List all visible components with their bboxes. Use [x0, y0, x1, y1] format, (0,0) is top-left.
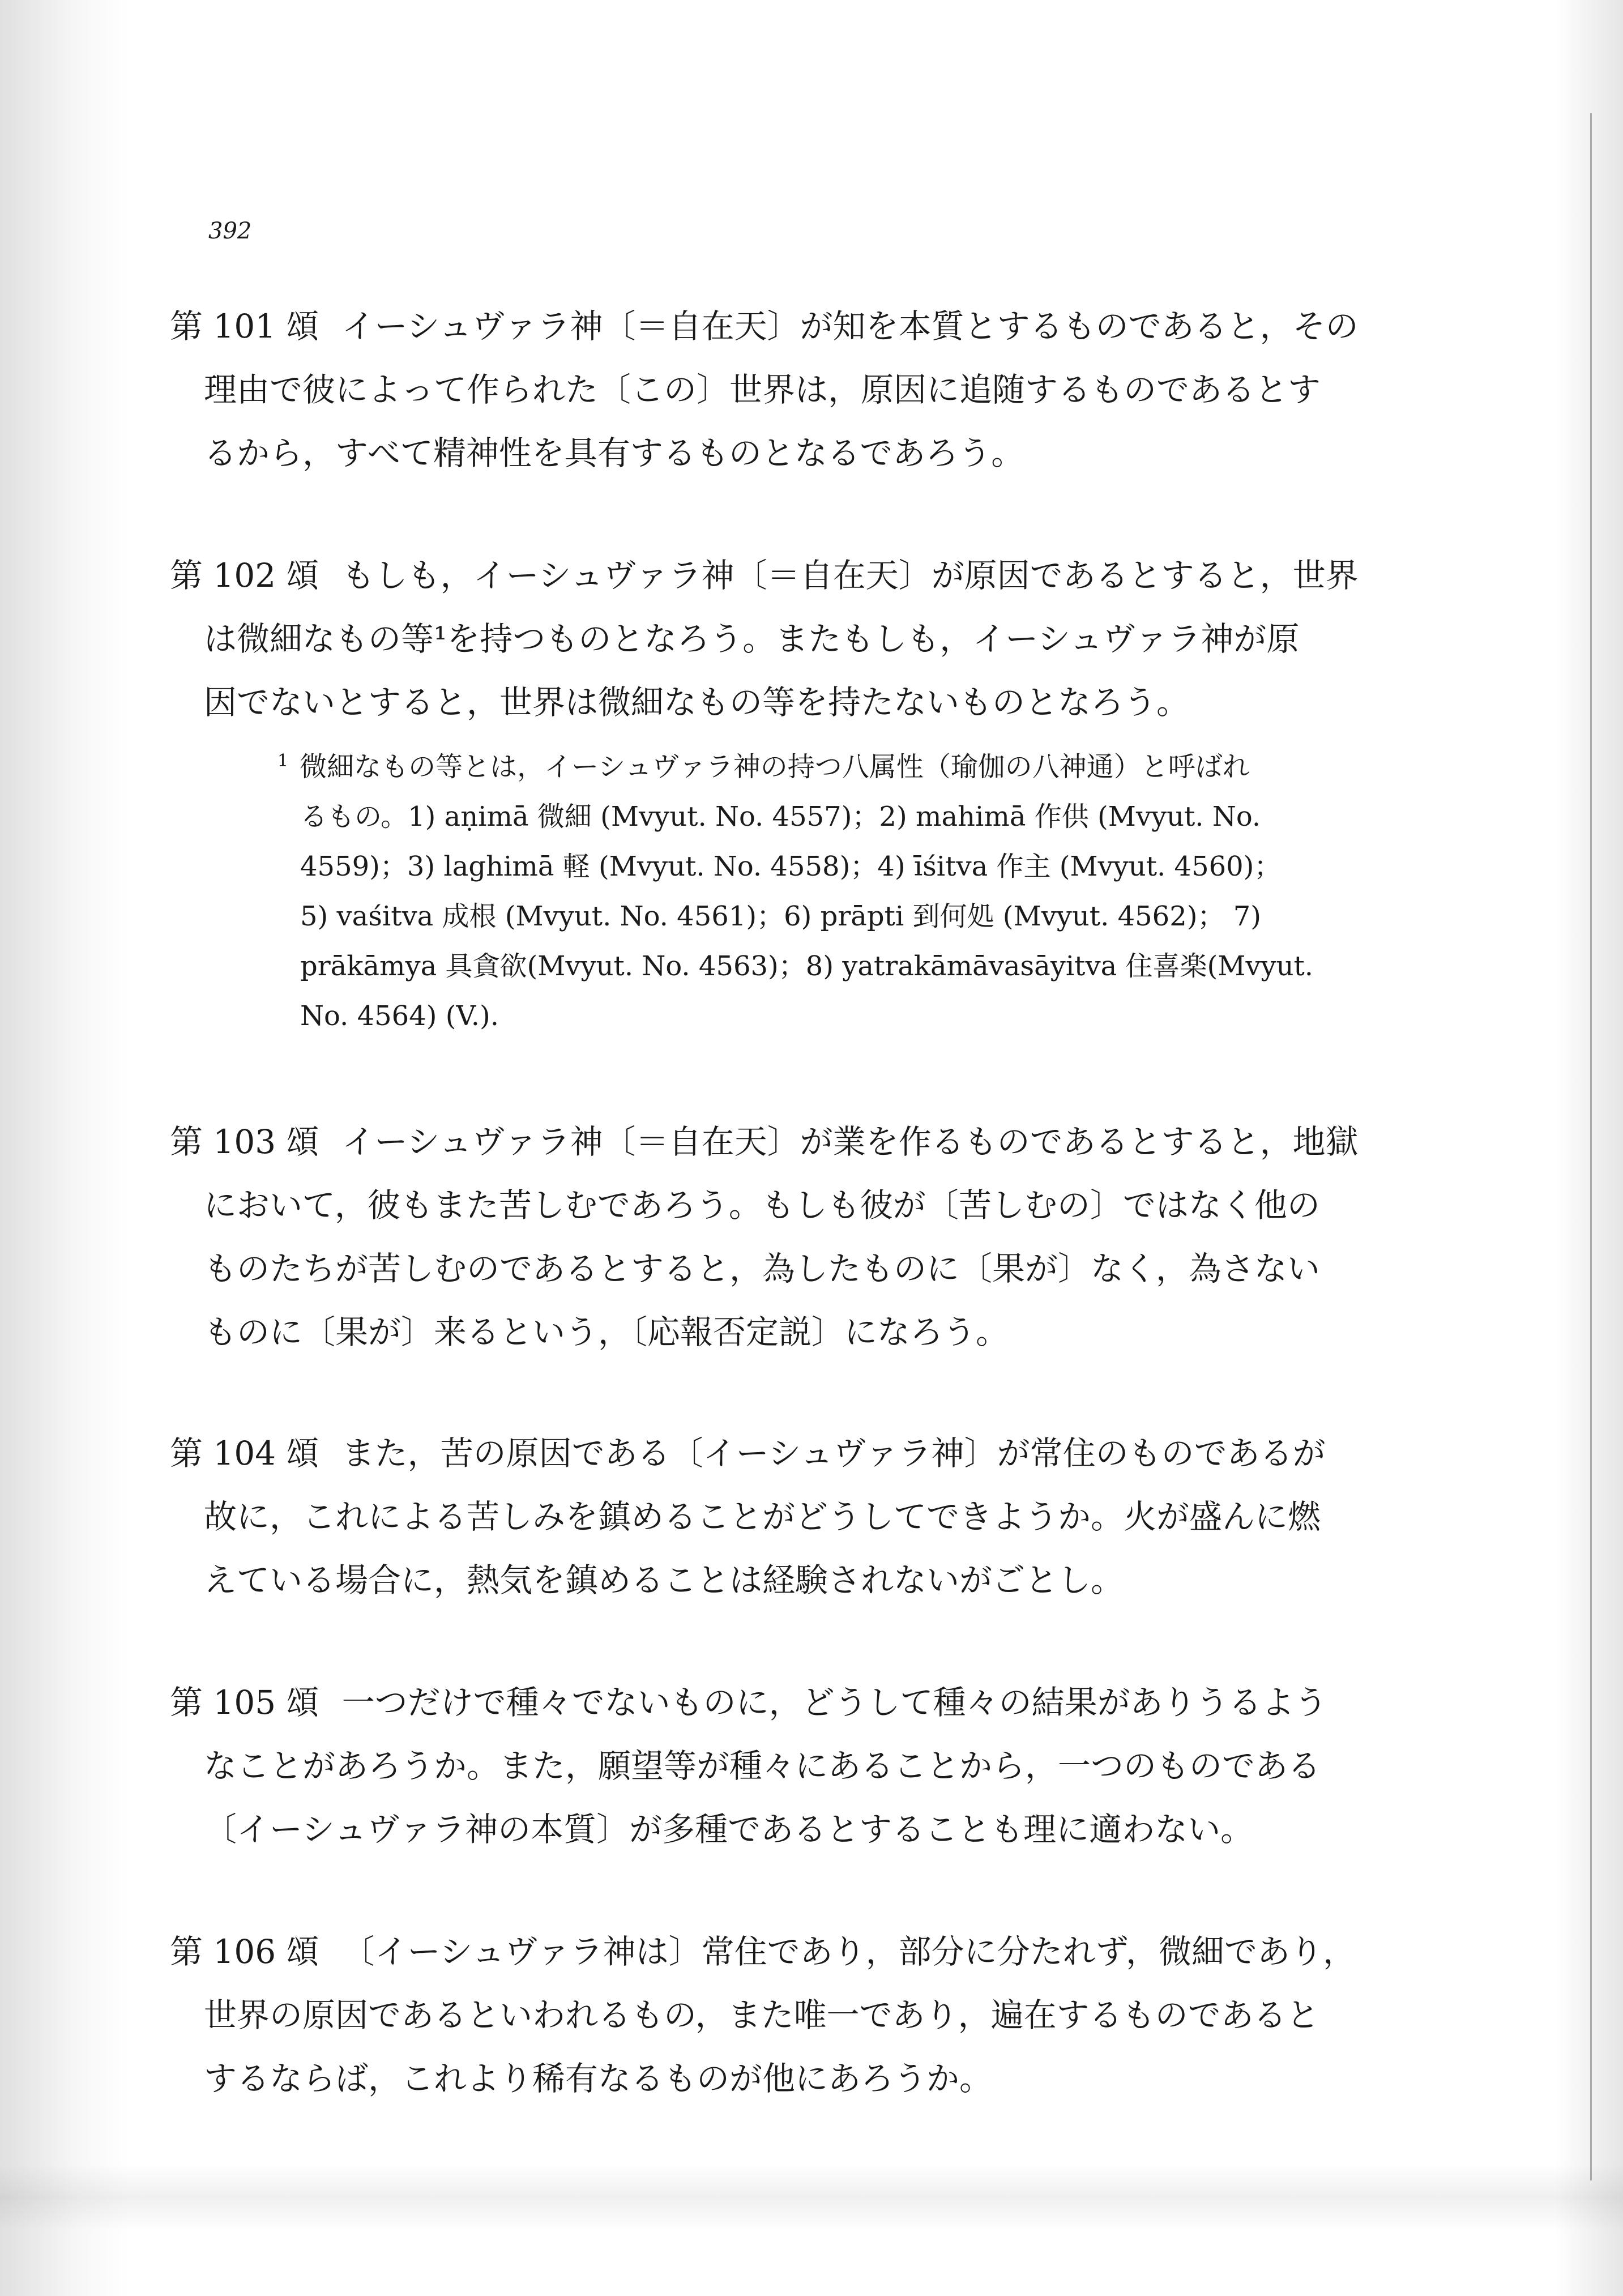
verse-label: 第 105 頌: [170, 1683, 319, 1722]
verse-line: ものに〔果が〕来るという，〔応報否定説〕になろう。: [204, 1313, 1009, 1351]
footnote-line: るもの。1) aṇimā 微細 (Mvyut. No. 4557)；2) mahimā 作供 (Mvyut. No.: [300, 801, 1261, 833]
verse-line: 因でないとすると，世界は微細なもの等を持たないものとなろう。: [204, 683, 1190, 722]
verse-103: [170, 1110, 1472, 1364]
verse-101: [170, 295, 1472, 485]
footnote-line: 4559)；3) laghimā 軽 (Mvyut. No. 4558)；4) īśitva 作主 (Mvyut. 4560)；: [300, 851, 1282, 882]
footnote: [277, 736, 1467, 1041]
page-number: 392: [208, 218, 252, 244]
verse-line: において，彼もまた苦しむであろう。もしも彼が〔苦しむの〕ではなく他の: [204, 1186, 1320, 1224]
footnote-line: prākāmya 具貪欲(Mvyut. No. 4563)；8) yatrakāmāvasāyitva 住喜楽(Mvyut.: [300, 950, 1314, 982]
verse-line: るから，すべて精神性を具有するものとなるであろう。: [204, 434, 1024, 472]
footnote-line: No. 4564) (V.).: [300, 1000, 499, 1032]
verse-line: なことがあろうか。また，願望等が種々にあることから，一つのものである: [204, 1747, 1321, 1785]
scan-noise-bottom: [0, 2163, 1623, 2231]
verse-line: 〔イーシュヴァラ神は〕常住であり，部分に分たれず，微細であり，: [341, 1932, 1356, 1971]
verse-line: 理由で彼によって作られた〔この〕世界は，原因に追随するものであるとす: [204, 370, 1321, 409]
verse-line: 故に，これによる苦しみを鎮めることがどうしてできようか。火が盛んに燃: [204, 1497, 1321, 1536]
verse-line: えている場合に，熱気を鎮めることは経験されないがごとし。: [204, 1561, 1124, 1599]
page-edge-line: [1590, 113, 1592, 2180]
verse-102: [170, 544, 1472, 734]
verse-label: 第 106 頌: [170, 1932, 319, 1971]
verse-line: ものたちが苦しむのであるとすると，為したものに〔果が〕なく，為さない: [204, 1249, 1320, 1288]
verse-line: イーシュヴァラ神〔＝自在天〕が業を作るものであるとすると，地獄: [341, 1123, 1359, 1161]
scan-shadow-left: [0, 0, 130, 2296]
verse-label: 第 104 頌: [170, 1434, 319, 1473]
footnote-line: 微細なもの等とは，イーシュヴァラ神の持つ八属性（瑜伽の八神通）と呼ばれ: [300, 751, 1250, 783]
verse-line: するならば，これより稀有なるものが他にあろうか。: [204, 2059, 993, 2098]
verse-line: は微細なもの等¹を持つものとなろう。またもしも，イーシュヴァラ神が原: [204, 620, 1300, 658]
verse-label: 第 103 頌: [170, 1123, 319, 1161]
verse-line: 世界の原因であるといわれるもの，また唯一であり，遍在するものであると: [204, 1996, 1319, 2034]
verse-104: [170, 1422, 1472, 1612]
verse-line: また，苦の原因である〔イーシュヴァラ神〕が常住のものであるが: [341, 1434, 1326, 1473]
footnote-line: 5) vaśitva 成根 (Mvyut. No. 4561)；6) prāpti 到何処 (Mvyut. 4562)； 7): [300, 901, 1261, 932]
verse-line: もしも，イーシュヴァラ神〔＝自在天〕が原因であるとすると，世界: [341, 556, 1359, 595]
verse-106: [170, 1920, 1472, 2110]
verse-line: イーシュヴァラ神〔＝自在天〕が知を本質とするものであると，その: [341, 307, 1359, 345]
verse-line: 〔イーシュヴァラ神の本質〕が多種であるとすることも理に適わない。: [204, 1810, 1254, 1849]
verse-105: [170, 1671, 1472, 1861]
verse-line: 一つだけで種々でないものに，どうして種々の結果がありうるよう: [341, 1683, 1327, 1722]
verse-label: 第 102 頌: [170, 556, 319, 595]
footnote-mark: 1: [277, 751, 289, 771]
verse-label: 第 101 頌: [170, 307, 319, 345]
scan-shadow-right: [1555, 0, 1623, 2296]
